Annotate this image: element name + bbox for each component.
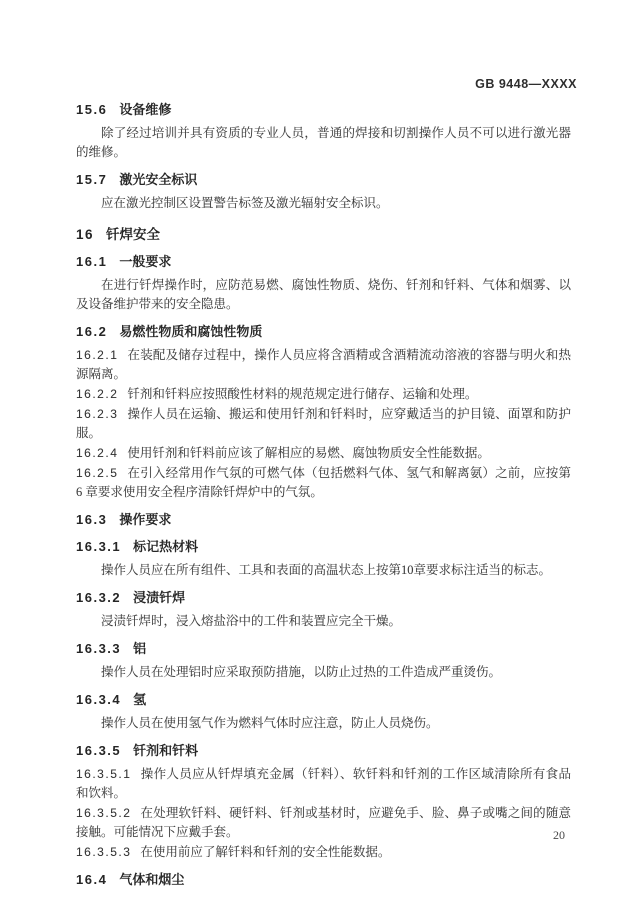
clause-text: 在引入经常用作气氛的可燃气体（包括燃料气体、氢气和解离氨）之前，应按第 6 章要求使用安全程序清除钎焊炉中的气氛。 (76, 466, 571, 499)
section-heading (76, 171, 571, 189)
section-heading (76, 691, 571, 709)
heading-title: 氢 (133, 692, 147, 707)
clause-text: 操作人员在运输、搬运和使用钎剂和钎料时，应穿戴适当的护目镜、面罩和防护服。 (76, 407, 571, 440)
clause-number: 16.3.5.2 (76, 806, 132, 820)
heading-number: 15.7 (76, 172, 108, 187)
clause (76, 444, 571, 463)
section-heading (76, 589, 571, 607)
page-number: 20 (553, 828, 565, 842)
clause-number: 16.2.5 (76, 466, 119, 480)
clause-text: 使用钎剂和钎料前应该了解相应的易燃、腐蚀物质安全性能数据。 (127, 446, 490, 460)
clause-text: 在装配及储存过程中，操作人员应将含酒精或含酒精流动溶液的容器与明火和热源隔离。 (76, 348, 571, 381)
section-heading (76, 511, 571, 529)
heading-number: 16 (76, 227, 95, 242)
heading-title: 一般要求 (119, 254, 172, 269)
section-heading (76, 253, 571, 271)
section-heading (76, 323, 571, 341)
heading-title: 易燃性物质和腐蚀性物质 (119, 324, 263, 339)
clause-number: 16.3.5.3 (76, 845, 132, 859)
clause-text: 操作人员应从钎焊填充金属（钎料）、软钎料和钎剂的工作区域清除所有食品和饮料。 (76, 767, 571, 800)
paragraph: 浸渍钎焊时，浸入熔盐浴中的工件和装置应完全干燥。 (101, 614, 402, 628)
heading-title: 设备维修 (119, 102, 172, 117)
clause-text: 在使用前应了解钎料和钎剂的安全性能数据。 (140, 845, 391, 859)
clause (76, 385, 571, 404)
heading-number: 16.4 (76, 872, 108, 887)
clause-number: 16.2.4 (76, 446, 119, 460)
clause (76, 804, 571, 842)
heading-title: 操作要求 (119, 512, 172, 527)
clause (76, 346, 571, 384)
document-body (76, 101, 571, 889)
clause (76, 405, 571, 443)
heading-number: 16.1 (76, 254, 108, 269)
clause-number: 16.2.3 (76, 407, 119, 421)
paragraph: 在进行钎焊操作时，应防范易燃、腐蚀性物质、烧伤、钎剂和钎料、气体和烟雾、以及设备维护带来的安全隐患。 (76, 278, 571, 311)
clause (76, 843, 571, 862)
clause-text: 钎剂和钎料应按照酸性材料的规范规定进行储存、运输和处理。 (127, 387, 478, 401)
clause-number: 16.2.2 (76, 387, 119, 401)
paragraph: 操作人员在使用氢气作为燃料气体时应注意，防止人员烧伤。 (101, 716, 439, 730)
paragraph: 应在激光控制区设置警告标签及激光辐射安全标识。 (101, 196, 389, 210)
heading-number: 15.6 (76, 102, 108, 117)
heading-title: 铝 (133, 641, 147, 656)
heading-number: 16.3 (76, 512, 108, 527)
standard-number-header: GB 9448—XXXX (475, 77, 577, 91)
heading-title: 钎剂和钎料 (133, 743, 199, 758)
clause-text: 在处理软钎料、硬钎料、钎剂或基材时，应避免手、脸、鼻子或嘴之间的随意接触。可能情况下应戴手套。 (76, 806, 571, 839)
section-heading (76, 640, 571, 658)
heading-number: 16.3.3 (76, 641, 122, 656)
section-heading (76, 742, 571, 760)
clause-number: 16.3.5.1 (76, 767, 132, 781)
section-heading (76, 538, 571, 556)
heading-number: 16.2 (76, 324, 108, 339)
paragraph: 除了经过培训并具有资质的专业人员，普通的焊接和切割操作人员不可以进行激光器的维修。 (76, 126, 571, 159)
heading-title: 浸渍钎焊 (133, 590, 186, 605)
heading-title: 钎焊安全 (106, 227, 161, 242)
clause (76, 765, 571, 803)
heading-number: 16.3.5 (76, 743, 122, 758)
paragraph: 操作人员在处理铝时应采取预防措施，以防止过热的工件造成严重烫伤。 (101, 665, 502, 679)
paragraph: 操作人员应在所有组件、工具和表面的高温状态上按第10章要求标注适当的标志。 (101, 563, 552, 577)
heading-number: 16.3.1 (76, 539, 122, 554)
heading-title: 激光安全标识 (119, 172, 198, 187)
heading-number: 16.3.4 (76, 692, 122, 707)
heading-title: 气体和烟尘 (119, 872, 185, 887)
section-heading (76, 101, 571, 119)
clause-number: 16.2.1 (76, 348, 119, 362)
chapter-heading (76, 226, 571, 244)
heading-title: 标记热材料 (133, 539, 199, 554)
clause (76, 464, 571, 502)
section-heading (76, 871, 571, 889)
heading-number: 16.3.2 (76, 590, 122, 605)
